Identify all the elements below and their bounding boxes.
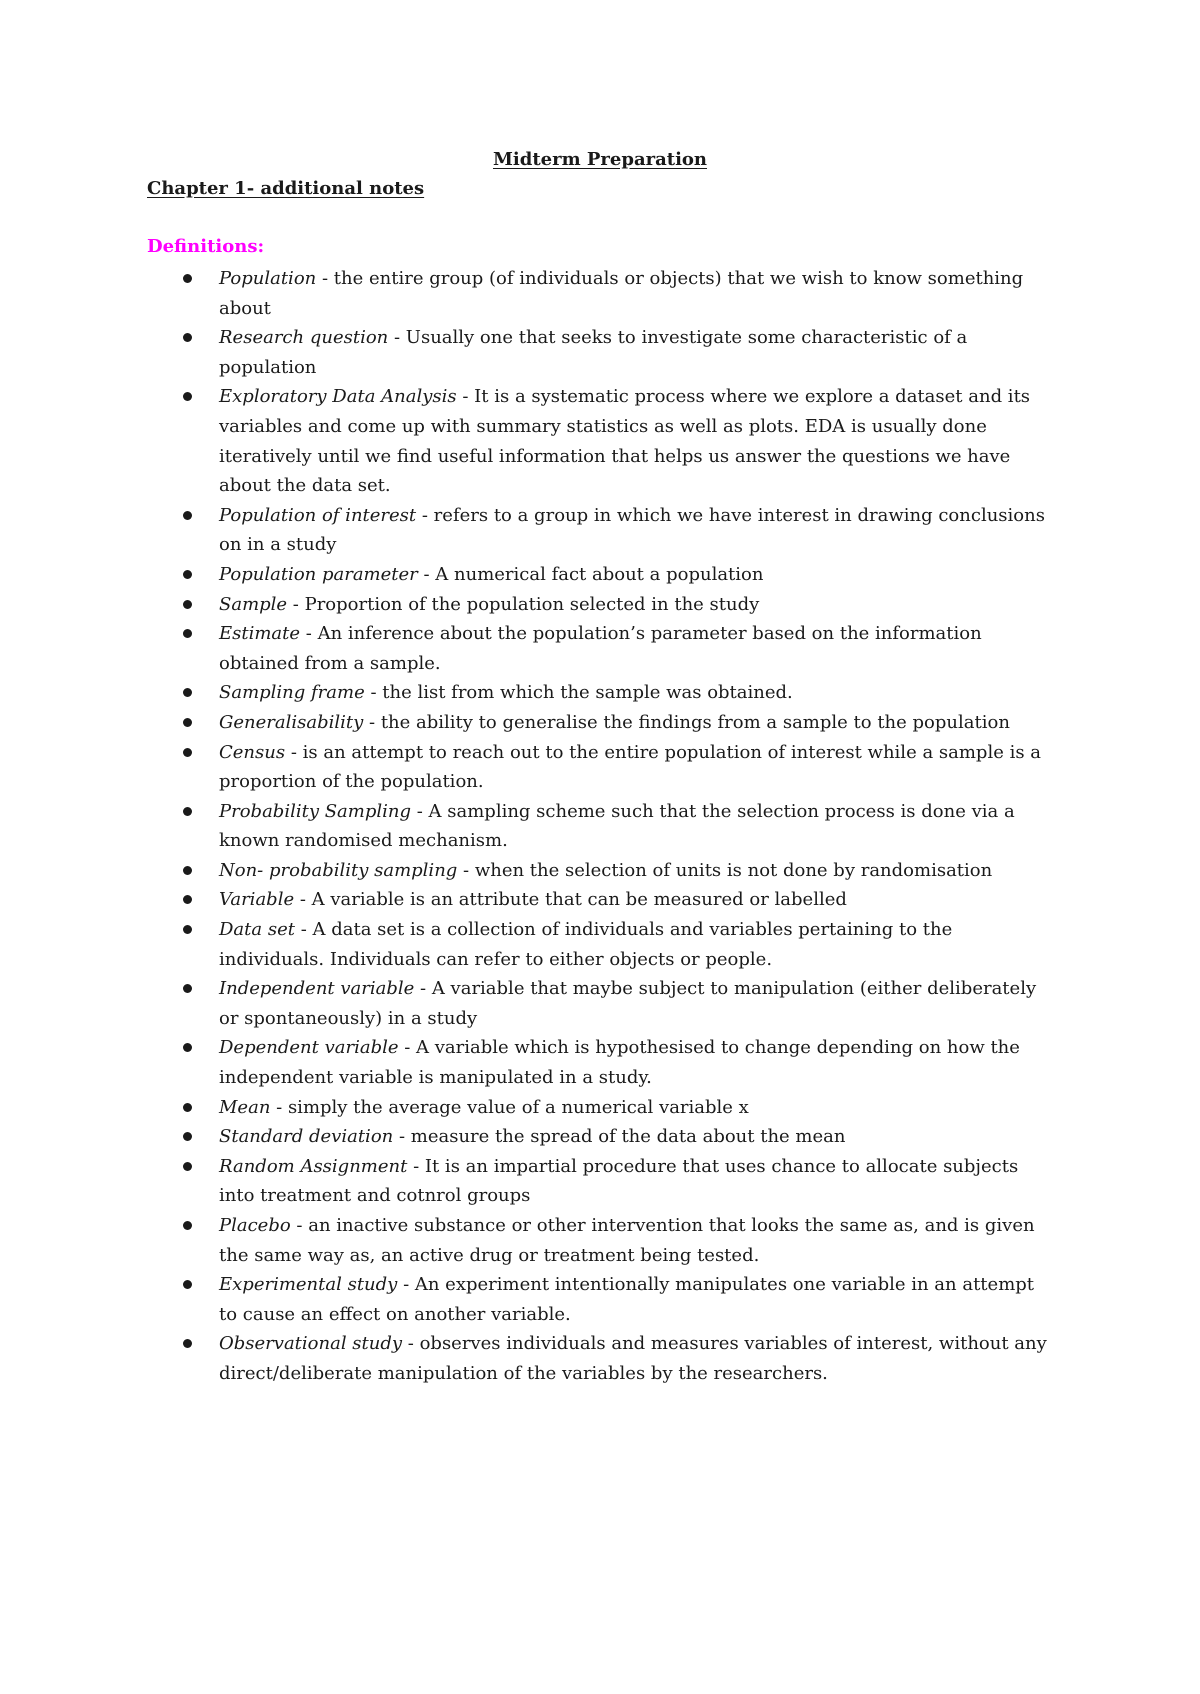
definition-term: Exploratory Data Analysis xyxy=(219,386,457,408)
bullet-icon xyxy=(183,1280,192,1289)
definition-item xyxy=(0,590,1055,620)
bullet-icon xyxy=(183,688,192,697)
bullet-icon xyxy=(183,984,192,993)
definition-item xyxy=(0,1122,1055,1152)
definition-text: - when the selection of units is not done by randomisation xyxy=(457,859,993,881)
definition-text: - A sampling scheme such that the selection process is done via a known randomised mechanism. xyxy=(219,800,1015,852)
bullet-icon xyxy=(183,1043,192,1052)
definition-term: Sampling frame xyxy=(219,682,365,704)
definition-text: - It is a systematic process where we explore a dataset and its variables and come up with summary statistics as well as plots. EDA is usually done iteratively until we find useful information that helps us answer the questions we have about the data set. xyxy=(219,386,1031,497)
definition-text: - A data set is a collection of individuals and variables pertaining to the individuals. Individuals can refer to either objects or people. xyxy=(219,919,953,970)
definition-item xyxy=(0,560,1055,590)
definition-term: Dependent variable xyxy=(219,1037,399,1059)
definition-text: - Usually one that seeks to investigate some characteristic of a population xyxy=(219,327,968,378)
definition-term: Independent variable xyxy=(219,978,415,1000)
definition-text: - A variable which is hypothesised to change depending on how the independent variable is manipulated in a study. xyxy=(219,1037,1020,1089)
definition-text: - the list from which the sample was obtained. xyxy=(364,682,793,704)
definition-term: Estimate xyxy=(219,623,301,645)
definition-text: - simply the average value of a numerical variable x xyxy=(270,1096,749,1118)
definition-term: Random Assignment xyxy=(219,1155,408,1177)
definition-item xyxy=(0,1211,1055,1270)
definition-text: - observes individuals and measures variables of interest, without any direct/deliberate manipulation of the variables by the researchers. xyxy=(219,1333,1047,1384)
definition-item xyxy=(0,738,1055,797)
definition-text: - An experiment intentionally manipulates one variable in an attempt to cause an effect on another variable. xyxy=(219,1274,1035,1325)
definition-item xyxy=(0,678,1055,708)
bullet-icon xyxy=(183,511,192,520)
definition-text: - the entire group (of individuals or objects) that we wish to know something about xyxy=(219,268,1024,319)
definition-text: - measure the spread of the data about the mean xyxy=(393,1126,846,1148)
bullet-icon xyxy=(183,274,192,283)
definition-term: Census xyxy=(219,741,286,763)
bullet-icon xyxy=(183,895,192,904)
definition-item xyxy=(0,708,1055,738)
definition-item xyxy=(0,323,1055,382)
document-title xyxy=(0,148,1200,172)
definition-item xyxy=(0,382,1055,500)
bullet-icon xyxy=(183,925,192,934)
definition-text: - the ability to generalise the findings from a sample to the population xyxy=(363,711,1010,733)
definitions-heading: Definitions: xyxy=(147,236,265,257)
definition-term: Population parameter xyxy=(219,563,418,585)
bullet-icon xyxy=(183,629,192,638)
definition-item xyxy=(0,797,1055,856)
bullet-icon xyxy=(183,600,192,609)
definition-item xyxy=(0,1033,1055,1092)
bullet-icon xyxy=(183,1103,192,1112)
bullet-icon xyxy=(183,718,192,727)
definition-text: - A variable that maybe subject to manipulation (either deliberately or spontaneously) in a study xyxy=(219,978,1037,1029)
definition-text: - A variable is an attribute that can be measured or labelled xyxy=(294,889,847,911)
bullet-icon xyxy=(183,748,192,757)
bullet-icon xyxy=(183,1162,192,1171)
definition-term: Population of interest xyxy=(219,504,417,526)
definition-text: - An inference about the population’s parameter based on the information obtained from a sample. xyxy=(219,623,982,674)
bullet-icon xyxy=(183,807,192,816)
definition-item xyxy=(0,1270,1055,1329)
definition-item xyxy=(0,856,1055,886)
bullet-icon xyxy=(183,333,192,342)
bullet-icon xyxy=(183,866,192,875)
definition-text: - It is an impartial procedure that uses chance to allocate subjects into treatment and cotnrol groups xyxy=(219,1155,1019,1207)
bullet-icon xyxy=(183,570,192,579)
definition-text: - refers to a group in which we have interest in drawing conclusions on in a study xyxy=(219,504,1045,556)
definition-item xyxy=(0,1329,1055,1388)
definition-term: Population xyxy=(219,268,317,289)
definition-item xyxy=(0,1152,1055,1211)
definition-text: - Proportion of the population selected in the study xyxy=(287,593,760,615)
definition-term: Experimental study xyxy=(219,1274,398,1296)
definition-text: - an inactive substance or other intervention that looks the same as, and is given the same way as, an active drug or treatment being tested. xyxy=(219,1215,1035,1266)
document-title-text: Midterm Preparation xyxy=(492,149,708,170)
definition-item xyxy=(0,264,1055,323)
definition-term: Standard deviation xyxy=(219,1126,394,1148)
definition-term: Placebo xyxy=(219,1215,291,1236)
bullet-icon xyxy=(183,392,192,401)
bullet-icon xyxy=(183,1221,192,1230)
definition-term: Data set xyxy=(219,919,295,941)
chapter-heading-text: Chapter 1- additional notes xyxy=(147,178,425,199)
definition-term: Generalisability xyxy=(219,711,364,733)
bullet-icon xyxy=(183,1339,192,1348)
definition-item xyxy=(0,619,1055,678)
definition-term: Non- probability sampling xyxy=(219,859,458,881)
definition-term: Research question xyxy=(219,327,389,349)
definition-text: - A numerical fact about a population xyxy=(417,563,764,585)
bullet-icon xyxy=(183,1132,192,1141)
definition-text: - is an attempt to reach out to the entire population of interest while a sample is a proportion of the population. xyxy=(219,741,1042,793)
definition-term: Probability Sampling xyxy=(219,800,412,822)
definition-term: Sample xyxy=(219,593,288,615)
definition-term: Variable xyxy=(219,889,295,911)
definition-item xyxy=(0,915,1055,974)
definitions-list xyxy=(0,264,1200,1389)
definition-item xyxy=(0,974,1055,1033)
chapter-heading xyxy=(147,177,424,201)
definition-item xyxy=(0,885,1055,915)
definition-item xyxy=(0,1093,1055,1123)
definition-item xyxy=(0,501,1055,560)
definition-term: Mean xyxy=(219,1096,271,1118)
definition-term: Observational study xyxy=(219,1333,403,1355)
